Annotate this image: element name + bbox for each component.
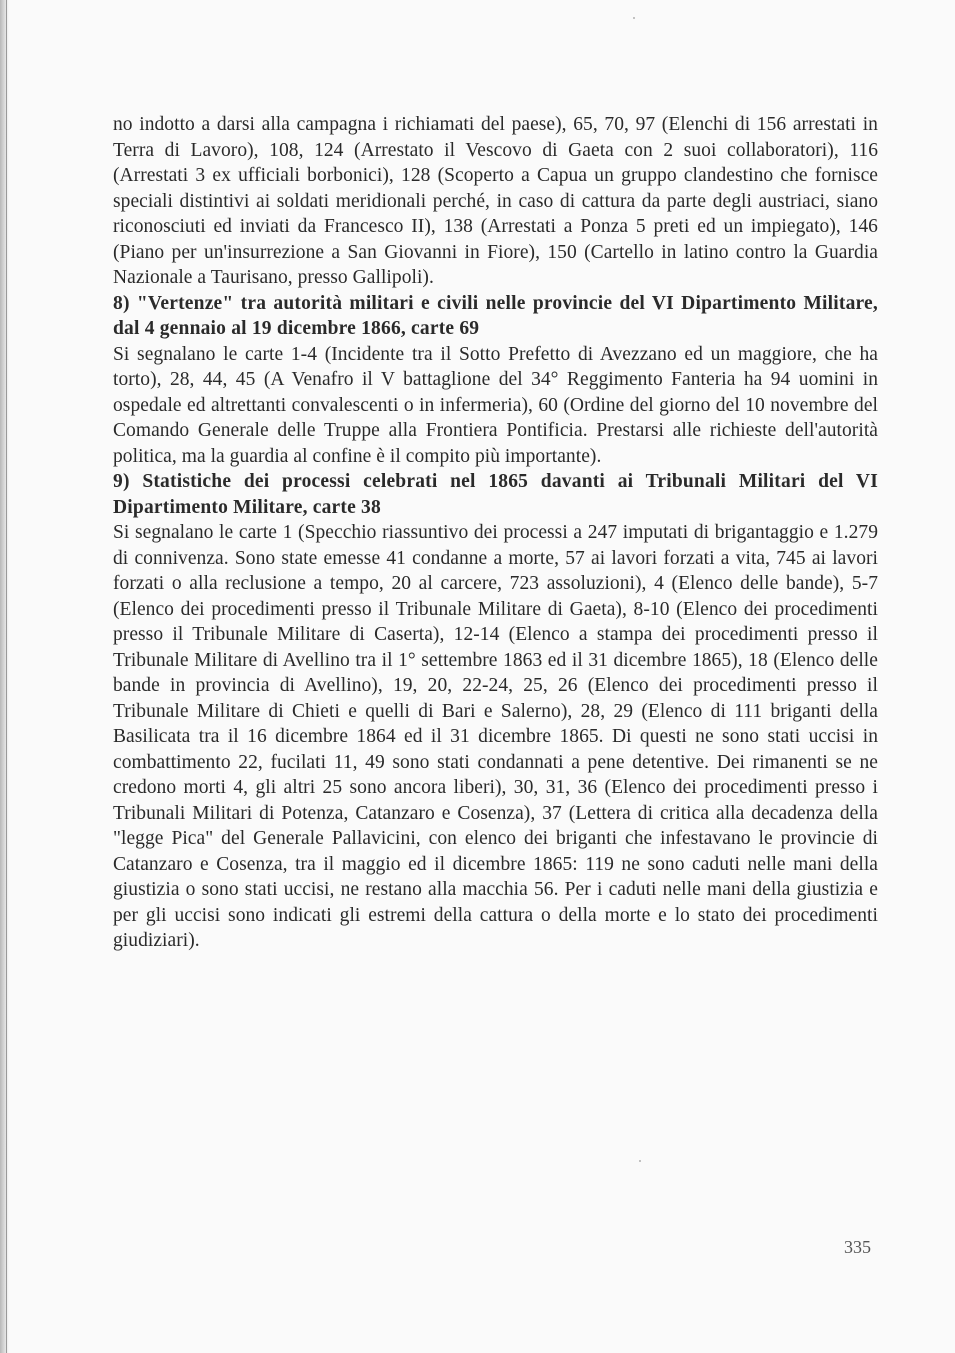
section-8-heading: 8) "Vertenze" tra autorità militari e civili nelle provincie del VI Dipartimento Militare, dal 4 gennaio al 19 dicembre 1866, carte 69 [113, 292, 878, 339]
page-binding-line [6, 0, 7, 1353]
intro-paragraph: no indotto a darsi alla campagna i richiamati del paese), 65, 70, 97 (Elenchi di 156 arrestati in Terra di Lavoro), 108, 124 (Arrestato il Vescovo di Gaeta con 2 suoi collaboratori), 116 (Arrestati 3 ex ufficiali borbonici), 128 (Scoperto a Capua un gruppo clandestino che fornisce speciali distintivi ai soldati meridionali perché, in caso di cattura da parte degli austriaci, siano riconosciuti ed inviati da Francesco II), 138 (Arrestati a Ponza 5 preti ed un impiegato), 146 (Piano per un'insurrezione a San Giovanni in Fiore), 150 (Cartello in latino contro la Guardia Nazionale a Taurisano, presso Gallipoli). [113, 114, 878, 288]
section-9-body: Si segnalano le carte 1 (Specchio riassuntivo dei processi a 247 imputati di brigantaggio e 1.279 di connivenza. Sono state emesse 41 condanne a morte, 57 ai lavori forzati a vita, 745 ai lavori forzati o alla reclusione a tempo, 20 al carcere, 723 assoluzioni), 4 (Elenco delle bande), 5-7 (Elenco dei procedimenti presso il Tribunale Militare di Gaeta), 8-10 (Elenco dei procedimenti presso il Tribunale Militare di Caserta), 12-14 (Elenco a stampa dei procedimenti presso il Tribunale Militare di Avellino tra il 1° settembre 1863 ed il 31 dicembre 1865), 18 (Elenco delle bande in provincia di Avellino), 19, 20, 22-24, 25, 26 (Elenco dei procedimenti presso il Tribunale Militare di Chieti e quelli di Bari e Salerno), 28, 29 (Elenco di 111 briganti della Basilicata tra il 16 dicembre 1864 ed il 31 dicembre 1865. Di questi ne sono stati uccisi in combattimento 22, fucilati 11, 49 sono stati condannati a pene detentive. Dei rimanenti se ne credono morti 4, gli altri 25 sono ancora liberi), 30, 31, 36 (Elenco dei procedimenti presso i Tribunali Militari di Potenza, Catanzaro e Cosenza), 37 (Lettera di critica alla decadenza della "legge Pica" del Generale Pallavicini, con elenco dei briganti che infestavano le provincie di Catanzaro e Cosenza, tra il maggio ed il dicembre 1865: 119 ne sono caduti nelle mani della giustizia o sono stati uccisi, ne restano alla macchia 56. Per i caduti nelle mani della giustizia e per gli uccisi sono indicati gli estremi della cattura o della morte e lo stato dei procedimenti giudiziari). [113, 522, 878, 951]
scan-speck [639, 1160, 641, 1162]
page-body [113, 112, 878, 954]
page-number: 335 [844, 1237, 871, 1257]
scan-speck [633, 17, 635, 19]
section-8-body: Si segnalano le carte 1-4 (Incidente tra il Sotto Prefetto di Avezzano ed un maggiore, che ha torto), 28, 44, 45 (A Venafro il V battaglione del 34° Reggimento Fanteria ha 94 uomini in ospedale ed altrettanti convalescenti o in infermeria), 60 (Ordine del giorno del 10 novembre del Comando Generale delle Truppe alla Frontiera Pontificia. Prestarsi alle richieste dell'autorità politica, ma la guardia al confine è il compito più importante). [113, 343, 878, 467]
page-binding-edge [0, 0, 9, 1353]
section-9-heading: 9) Statistiche dei processi celebrati nel 1865 davanti ai Tribunali Militari del VI Dipartimento Militare, carte 38 [113, 471, 878, 518]
